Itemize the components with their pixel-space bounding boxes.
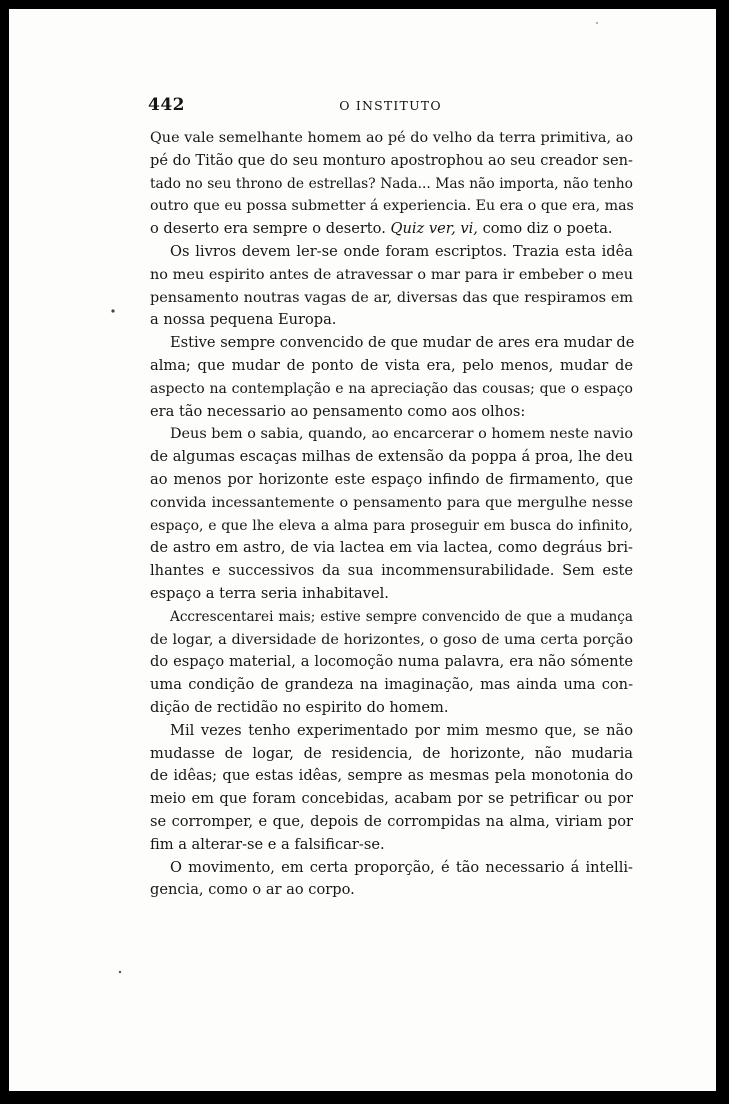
- text-line: Deus bem o sabia, quando, ao encarcerar o homem neste navio: [170, 426, 633, 443]
- text-line: O movimento, em certa proporção, é tão necessario á intelli-: [170, 858, 633, 876]
- page-header: [148, 95, 633, 119]
- text-line: de logar, a diversidade de horizontes, o goso de uma certa porção: [150, 631, 633, 648]
- text-line: aspecto na contemplação e na apreciação das cousas; que o espaço: [150, 380, 633, 397]
- text-line: Os livros devem ler-se onde foram escriptos. Trazia esta idêa: [170, 242, 633, 260]
- text-line: gencia, como o ar ao corpo.: [150, 881, 355, 899]
- text-line: Mil vezes tenho experimentado por mim mesmo que, se não: [170, 721, 633, 739]
- text-line: dição de rectidão no espirito do homem.: [150, 698, 449, 716]
- italic-quote: Quiz ver, vi,: [390, 220, 478, 238]
- text-line: de algumas escaças milhas de extensão da poppa á proa, lhe deu: [150, 448, 633, 466]
- body-text: [150, 127, 633, 902]
- text-line: de astro em astro, de via lactea em via lactea, como degráus bri-: [150, 539, 633, 557]
- text-line: se corromper, e que, depois de corrompidas na alma, viriam por: [150, 812, 633, 830]
- text-line: pé do Titão que do seu monturo apostrophou ao seu creador sen-: [150, 151, 633, 169]
- paper-speck: [111, 309, 114, 312]
- text-line: o deserto era sempre o deserto. Quiz ver, vi, como diz o poeta.: [150, 220, 613, 238]
- text-line: tado no seu throno de estrellas? Nada... Mas não importa, não tenho: [150, 175, 633, 192]
- text-line: ao menos por horizonte este espaço infindo de firmamento, que: [150, 470, 633, 488]
- text-line: Que vale semelhante homem ao pé do velho da terra primitiva, ao: [150, 130, 633, 146]
- book-page: [9, 9, 716, 1091]
- text-line: a nossa pequena Europa.: [150, 311, 337, 329]
- text-line: uma condição de grandeza na imaginação, mas ainda uma con-: [150, 676, 633, 694]
- text-line: Estive sempre convencido de que mudar de ares era mudar de: [170, 334, 635, 352]
- paper-speck: [596, 22, 598, 24]
- text-line: de idêas; que estas idêas, sempre as mesmas pela monotonia do: [150, 767, 633, 785]
- text-line: do espaço material, a locomoção numa palavra, era não sómente: [150, 653, 633, 671]
- text-line: no meu espirito antes de atravessar o mar para ir embeber o meu: [150, 266, 633, 283]
- text-line: Accrescentarei mais; estive sempre convencido de que a mudança: [170, 608, 633, 625]
- text-line: espaço a terra seria inhabitavel.: [150, 584, 389, 602]
- text-line: era tão necessario ao pensamento como aos olhos:: [150, 402, 526, 420]
- text-line: lhantes e successivos da sua incommensurabilidade. Sem este: [150, 562, 633, 580]
- page-number: 442: [148, 95, 185, 115]
- text-line: espaço, e que lhe eleva a alma para proseguir em busca do infinito,: [150, 517, 633, 534]
- running-title: O INSTITUTO: [339, 98, 442, 113]
- text-line: fim a alterar-se e a falsificar-se.: [150, 835, 385, 853]
- text-line: alma; que mudar de ponto de vista era, pelo menos, mudar de: [150, 356, 633, 374]
- text-line: meio em que foram concebidas, acabam por se petrificar ou por: [150, 790, 633, 808]
- text-line: outro que eu possa submetter á experiencia. Eu era o que era, mas: [150, 198, 634, 215]
- text-line: mudasse de logar, de residencia, de horizonte, não mudaria: [150, 744, 633, 762]
- text-line: convida incessantemente o pensamento para que mergulhe nesse: [150, 494, 633, 511]
- text-line: pensamento noutras vagas de ar, diversas das que respiramos em: [150, 289, 633, 306]
- paper-speck: [119, 971, 121, 973]
